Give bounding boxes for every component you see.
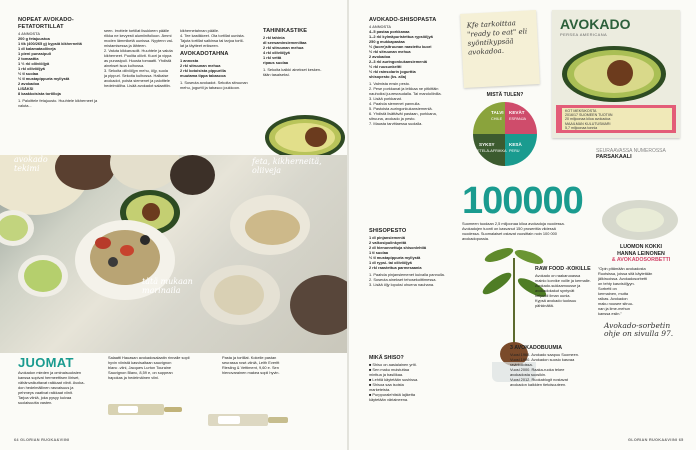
season-label: KESÄ bbox=[509, 142, 522, 147]
text-line: nan ja lime-mehun bbox=[598, 305, 631, 311]
text-line: 8 kaakkoisista tortilloja bbox=[18, 91, 61, 96]
text-line: 2 avokadoa bbox=[369, 54, 391, 59]
text-line: 1 tlk (400/265 g) kypsiä kikherneitä bbox=[18, 41, 82, 46]
sticky-note bbox=[460, 10, 540, 88]
text-line: ja pippuri. Sekoita kulhossa. Halkaise bbox=[104, 73, 169, 78]
ingredient-list bbox=[369, 235, 449, 270]
text-line: 2 rkl tahinia bbox=[263, 35, 285, 40]
recipe-title: TAHINIKASTIKE bbox=[263, 28, 308, 34]
recipe-title: SHISOPESTO bbox=[369, 228, 407, 234]
text-line: Ruotsissa, joissa sitä käytetään bbox=[598, 270, 653, 276]
text-line: 2 rkl raastettua parmesaania bbox=[369, 265, 422, 270]
text-line: 2 rkl sitruunan mehua bbox=[180, 63, 221, 68]
text-line: ½ (tuore)sitruunan raastettu kuori bbox=[369, 44, 432, 49]
raw-food-text bbox=[535, 273, 597, 308]
recipe-title: NOPEAT AVOKADO-FETATORTILLAT bbox=[18, 17, 74, 30]
text-line: 2 valkosipulinkynttä bbox=[369, 240, 407, 245]
text-line: ■ Shiso on aasialainen yrtti. bbox=[369, 361, 417, 367]
text-line: 1 rkl vettä bbox=[263, 55, 282, 60]
mika-shiso-section bbox=[369, 355, 447, 435]
season-label: SYKSY bbox=[479, 142, 495, 147]
text-line: don hedelmällinen rasvaisuus ja bbox=[18, 385, 74, 390]
text-line: muutama tippa tabascoa bbox=[180, 73, 226, 78]
text-line: Sorbetti on bbox=[598, 285, 617, 291]
text-line: nauhoiksi juuresraudalla. Tai mandoliinilla. bbox=[369, 91, 442, 96]
text-line: 1 tl suolaa bbox=[369, 250, 389, 255]
text-line: 5,7 miljoonaa tonnia bbox=[565, 125, 598, 130]
text-line: 2. Valuta kikkarusolit. Huuhtele ja valuta bbox=[104, 48, 173, 53]
text-line: pähkinältä. bbox=[535, 302, 554, 308]
text-line: 250 g mukkapastaa bbox=[369, 39, 405, 44]
text-line: Vuosi 2012. Ruokablogit nostavat bbox=[510, 376, 568, 382]
avocado-label-card bbox=[552, 10, 680, 138]
wine2-text bbox=[222, 355, 340, 395]
recipe-tortillat bbox=[18, 17, 102, 147]
text-line: avokadot, poista siemenet ja paloittele bbox=[104, 78, 170, 83]
text-line: hienovarainen makea sopii hyvin. bbox=[222, 370, 280, 375]
ingredient-list bbox=[180, 63, 258, 78]
servings: 1 annosta bbox=[180, 58, 199, 63]
recipe-title: AVOKADOTAHNA bbox=[180, 51, 229, 57]
step-text bbox=[369, 81, 449, 126]
text-line: hedelmäliha. Lisää avokadot salaattiin. bbox=[104, 83, 171, 88]
text-line: Avokadon mieden ja ominaisuuksien bbox=[18, 370, 82, 375]
handwritten-note-feta: feta, kikherneitä, oliiveja bbox=[252, 157, 322, 175]
text-line: Tajuta tortillat salkinsa tai tarjoa tortil- bbox=[180, 38, 244, 43]
text-line: kanssa esiin." bbox=[598, 310, 622, 316]
handwritten-note-avokado: avokado tekimi bbox=[14, 155, 48, 173]
label-subtitle: PERSEA AMERICANA bbox=[560, 32, 608, 37]
juomat-section bbox=[18, 355, 106, 435]
luomon-title-2: HANNA LEINONEN bbox=[617, 250, 665, 257]
recipe-tahinikastike bbox=[263, 28, 343, 108]
text-line: 1. Sekoita kaikki ainekset kesken- bbox=[263, 67, 322, 72]
label-title: AVOKADO bbox=[560, 16, 631, 32]
text-line: marketeista. bbox=[369, 386, 391, 392]
text-line: 1 dl pinjansiemeniä bbox=[369, 235, 405, 240]
text-line: 1. Soseuta avokadot. Sekoita sitruunan bbox=[180, 80, 248, 85]
text-line: vähänvaikuttavat raikkaat viinit. Avoka- bbox=[18, 380, 85, 385]
text-line: 1 pieni punasipuli bbox=[18, 51, 51, 56]
big-number-text bbox=[462, 221, 586, 241]
step-text bbox=[180, 28, 258, 48]
text-line: lat ja täytteet erikseen. bbox=[180, 43, 219, 48]
text-line: MAAILMAN KULUTUSMARI bbox=[565, 121, 611, 126]
step-text: 1. Paloittele fetajuusto. Huuhtele kikherneet ja valuta... bbox=[18, 98, 98, 108]
text-line: 1 dl kalamataoliiveja bbox=[18, 46, 56, 51]
text-line: mainio korvike voille ja kermalle. bbox=[535, 277, 591, 283]
recipe-title: AVOKADO-SHISOPASTA bbox=[369, 17, 437, 23]
mika-shiso-text bbox=[369, 362, 447, 402]
season-label: TALVI bbox=[491, 110, 504, 115]
raw-food-section bbox=[535, 266, 597, 336]
text-line: ½ tl mustapippuria myllystä bbox=[18, 76, 70, 81]
luomon-text bbox=[598, 266, 684, 316]
text-line: 1. Valmista ensin pesto. bbox=[369, 81, 411, 86]
text-line: 6. Yhdistä lisättävät pastaan, porkkana, bbox=[369, 111, 437, 116]
text-line: ravintoloissa. bbox=[510, 361, 533, 367]
text-line: Avokado on raakaruoassa bbox=[535, 272, 581, 278]
text-line: ■ Sen maku muistuttaa bbox=[369, 366, 409, 372]
text-line: ainekset isoa kulhossa. bbox=[104, 63, 145, 68]
next-issue bbox=[596, 148, 682, 182]
text-line: jälkiruoissa. Avokadosorbetti bbox=[598, 275, 648, 281]
text-line: Vuosi 2000. Raaka-ruoka tekee bbox=[510, 366, 565, 372]
text-line: 2 rkl kotoisista pippurilla bbox=[180, 68, 226, 73]
servings: 4 ANNOSTA bbox=[18, 31, 41, 36]
next-issue-title: PARSAKAALI bbox=[596, 154, 632, 160]
text-line: kanssa sopivat hermeettisen liiriset, bbox=[18, 375, 80, 380]
text-line: hyvin viinistä kasvisaltaan sauvignon bbox=[108, 360, 172, 365]
text-line: Suomeen tuodaan 2,5 miljoonaa kiloa avokadoja vuodessa. bbox=[462, 221, 565, 226]
wine-bottles-image bbox=[108, 398, 340, 432]
text-line: 2. Pese porkkanat ja leikkaa ne pitkittäin bbox=[369, 86, 439, 91]
luomon-section bbox=[598, 200, 684, 440]
sticky-note-text: Kfe tarkoittaa "ready to eat" eli syöntikypsää avokadoa. bbox=[466, 19, 528, 57]
luomon-title-3: & AVOKADOSORBETTI bbox=[611, 257, 671, 263]
text-line: suolaisuutta vasten. bbox=[18, 400, 53, 405]
season-country: ESPANJA bbox=[509, 117, 527, 121]
text-line: 2 dl hienonnettuja shisonlehtiä bbox=[369, 245, 427, 250]
text-line: Vuosi 1990. Avokadon suosio kasvaa bbox=[510, 356, 575, 362]
text-line: Avokado-suklaamousse ja bbox=[535, 282, 581, 288]
label-facts bbox=[562, 108, 672, 130]
text-line: Pasta ja tortillat. Kokeile pastan bbox=[222, 355, 277, 360]
text-line: mistamisessa ja lähteen. bbox=[104, 43, 147, 48]
text-line: ½ rkl rainsolarin jogurttia bbox=[369, 69, 416, 74]
text-line: Riesling & Vettiment, 9,60 e. Sen bbox=[222, 365, 279, 370]
text-line: ½ rkl ruusunkeltti bbox=[369, 64, 402, 69]
recipe-steps-column bbox=[104, 28, 178, 148]
ingredient-list bbox=[369, 29, 449, 79]
season-section bbox=[465, 92, 545, 177]
text-line: sitruuna, avokado ja pesto. bbox=[369, 116, 416, 121]
text-line: Tarjoa viiniä, joka pysyy kuivaa bbox=[18, 395, 72, 400]
text-line: kikhernetahnan päälle. bbox=[180, 28, 220, 33]
mika-shiso-title: MIKÄ SHISO? bbox=[369, 355, 404, 361]
text-line: raikas. Avokadon bbox=[598, 295, 628, 301]
season-title: MISTÄ TULEN? bbox=[486, 92, 524, 98]
text-line: on tehty kasvisöljyyn. bbox=[598, 280, 635, 286]
text-line: Vuosi 1968. Avokado saapuu Suomeen. bbox=[510, 351, 580, 357]
text-line: ■ Purppuralehtistä lajiketta bbox=[369, 391, 416, 397]
recipe-avokadotahna bbox=[180, 28, 258, 153]
text-line: KOT MEKSIKOSTA bbox=[565, 109, 597, 113]
text-line: pehmeys vaativat raikkaat viinit. bbox=[18, 390, 73, 395]
text-line: 4–5 pastaa porkkanaa bbox=[369, 29, 410, 34]
text-line: Avokadojen tuonti on kasvanut 150 prosenttia viidessä bbox=[462, 226, 556, 231]
text-line: 2 rkl sitruunan mehua bbox=[263, 45, 304, 50]
season-country: CHILE bbox=[491, 117, 503, 121]
recipe-shisopesto bbox=[369, 228, 449, 338]
season-label: KEVÄT bbox=[509, 110, 525, 115]
sorbet-note: Avokado-sorbetin ohje on sivulla 97. bbox=[604, 320, 674, 338]
big-number: 100000 bbox=[462, 180, 583, 222]
season-country: PERU bbox=[509, 149, 520, 153]
text-line: 1 dl rypsi- tai oliiviöljyä bbox=[369, 260, 412, 265]
history-section bbox=[510, 345, 596, 435]
text-line: 3. Sekoita oliiviöljyn mehu, öljy, suola bbox=[104, 68, 168, 73]
section-title: JUOMAT bbox=[18, 355, 74, 370]
page-fold bbox=[347, 0, 349, 450]
text-line: seurassa rosé-viiniä, Leith Everitt bbox=[222, 360, 280, 365]
history-text bbox=[510, 352, 596, 387]
text-line: ripaus suolaa bbox=[263, 60, 289, 65]
text-line: seen. Irrottele tortillat lisukkeen päälle bbox=[104, 28, 170, 33]
text-line: 4. Paahda siemenet pannulla. bbox=[369, 101, 421, 106]
history-title: 3 AVOKADOBUUMIA bbox=[510, 345, 563, 351]
text-line: Sauvignon Blanc, 8,59 e, on suppean bbox=[108, 370, 173, 375]
footer-left: 64 GLORIAN RUOKA&VIINI bbox=[14, 438, 70, 442]
text-line: käytetään väriaineena. bbox=[369, 396, 409, 402]
text-line: dl seesaminsiemeniltaa bbox=[263, 40, 307, 45]
text-line: as punasipuli. Huusta tomaatti. Yhdistä bbox=[104, 58, 172, 63]
raw-food-title: RAW FOOD -KOKILLE bbox=[535, 266, 591, 272]
text-line: vuodessa. Suomalaiset ostavat vuosittain noin 100 000 bbox=[462, 231, 557, 236]
text-line: maku nousee sitruu- bbox=[598, 300, 634, 306]
luomon-title-1: LUOMON KOKKI bbox=[619, 244, 663, 250]
ingredient-list bbox=[263, 35, 343, 65]
season-country: ETELÄ-AFRIKKA bbox=[477, 149, 507, 153]
text-line: 7. Mausta tarvittaessa suolalla. bbox=[369, 121, 423, 126]
text-line: 2016/17 SUOMEEN TUOTIIN bbox=[565, 113, 613, 118]
text-line: LISÄKSI bbox=[18, 86, 34, 91]
text-line: shisopesto (ks. alla) bbox=[369, 74, 407, 79]
text-line: avokadokakut syntyvät bbox=[535, 287, 575, 293]
text-line: kikherneet. Puolita oliivit. Kuori ja vippa bbox=[104, 53, 172, 58]
avocado-half-image bbox=[265, 115, 345, 160]
text-line: avokadopussia. bbox=[462, 236, 490, 241]
text-line: 2–3 rkl auringonkukansiemeniä bbox=[369, 59, 427, 64]
text-line: ½ rkl sitruunan mehua bbox=[369, 49, 411, 54]
juomat-text bbox=[18, 370, 106, 405]
text-line: blanc -viini, Jacques Lurton Touraine bbox=[108, 365, 172, 370]
text-line: tään tasaiseksi. bbox=[263, 72, 290, 77]
recipe-shisopasta bbox=[369, 17, 449, 222]
text-line: 1 ½ rkl oliiviöljyä bbox=[18, 61, 50, 66]
text-line: 1–2 rkl kylmäpuristettua rypsiöljyä bbox=[369, 34, 433, 39]
ingredient-list bbox=[18, 36, 102, 96]
text-line: 4. Tee kastikkeet. Ota tortillat uunista. bbox=[180, 33, 245, 38]
next-issue-label: SEURAAVASSA NUMEROSSA bbox=[596, 148, 666, 154]
servings: 4 ANNOSTA bbox=[369, 24, 392, 29]
food-photo bbox=[0, 155, 347, 353]
text-line: 3. Lisää öljy lopuksi ohuena nauhana. bbox=[369, 282, 435, 287]
text-line: "Opin pitämään avokadosta bbox=[598, 265, 646, 271]
wine1-text bbox=[108, 355, 218, 395]
text-line: 4 rkl oliiviöljyä bbox=[263, 50, 290, 55]
text-line: 3. Lisää porkkanat. bbox=[369, 96, 402, 101]
text-line: 2 tomaattia bbox=[18, 56, 39, 61]
text-line: ■ Lehtiä käytetään sushissa. bbox=[369, 376, 419, 382]
text-line: kermainen, mutta bbox=[598, 290, 629, 296]
text-line: minttua ja basilikaa. bbox=[369, 371, 404, 377]
handwritten-note-marinaila: tätä mukaan marinaila bbox=[142, 277, 193, 295]
text-line: Kypsä avokado tuoksuu bbox=[535, 297, 577, 303]
text-line: ½ tl mustapippuria myllystä bbox=[369, 255, 421, 260]
step-text bbox=[369, 272, 449, 287]
text-line: hapokas ja hedelmäinen viini. bbox=[108, 375, 160, 380]
text-line: mehu, jogurtti ja tabasco joukkoon. bbox=[180, 85, 241, 90]
step-text bbox=[263, 67, 343, 77]
step-text bbox=[180, 80, 258, 90]
text-line: ■ Shisoa saa isoista bbox=[369, 381, 404, 387]
text-line: helposti ilman uunia. bbox=[535, 292, 571, 298]
text-line: ½ tl suolaa bbox=[18, 71, 39, 76]
text-line: Salaatti Hauasan avokadosalaatin rinnalle sopii bbox=[108, 355, 190, 360]
text-line: riikka ne kevyesti alumiinifolioon. Ämmi bbox=[104, 33, 172, 38]
big-number-section bbox=[462, 180, 586, 250]
text-line: 20 miljoonaa kiloa avokadoa bbox=[565, 117, 611, 122]
text-line: 200 g fetajuustoa bbox=[18, 36, 50, 41]
footer-right: GLORIAN RUOKA&VIINI 65 bbox=[628, 438, 684, 442]
text-line: 2 avokadoa bbox=[18, 81, 40, 86]
text-line: avokadon kaikkien tietoisuuteen. bbox=[510, 381, 567, 387]
text-line: 5. Pastoista auringonkukansiemeniä. bbox=[369, 106, 433, 111]
text-line: 1 rkl oliiviöljyä bbox=[18, 66, 45, 71]
text-line: 2. Soseuta ainekset tehosekoittimessa. bbox=[369, 277, 437, 282]
text-line: 1. Paahda pinjansiemenet kuivalla pannulla. bbox=[369, 272, 445, 277]
text-line: avokadosta suosikin. bbox=[510, 371, 547, 377]
text-line: moden lämmiketä uunissa. Nyytenn val- bbox=[104, 38, 173, 43]
